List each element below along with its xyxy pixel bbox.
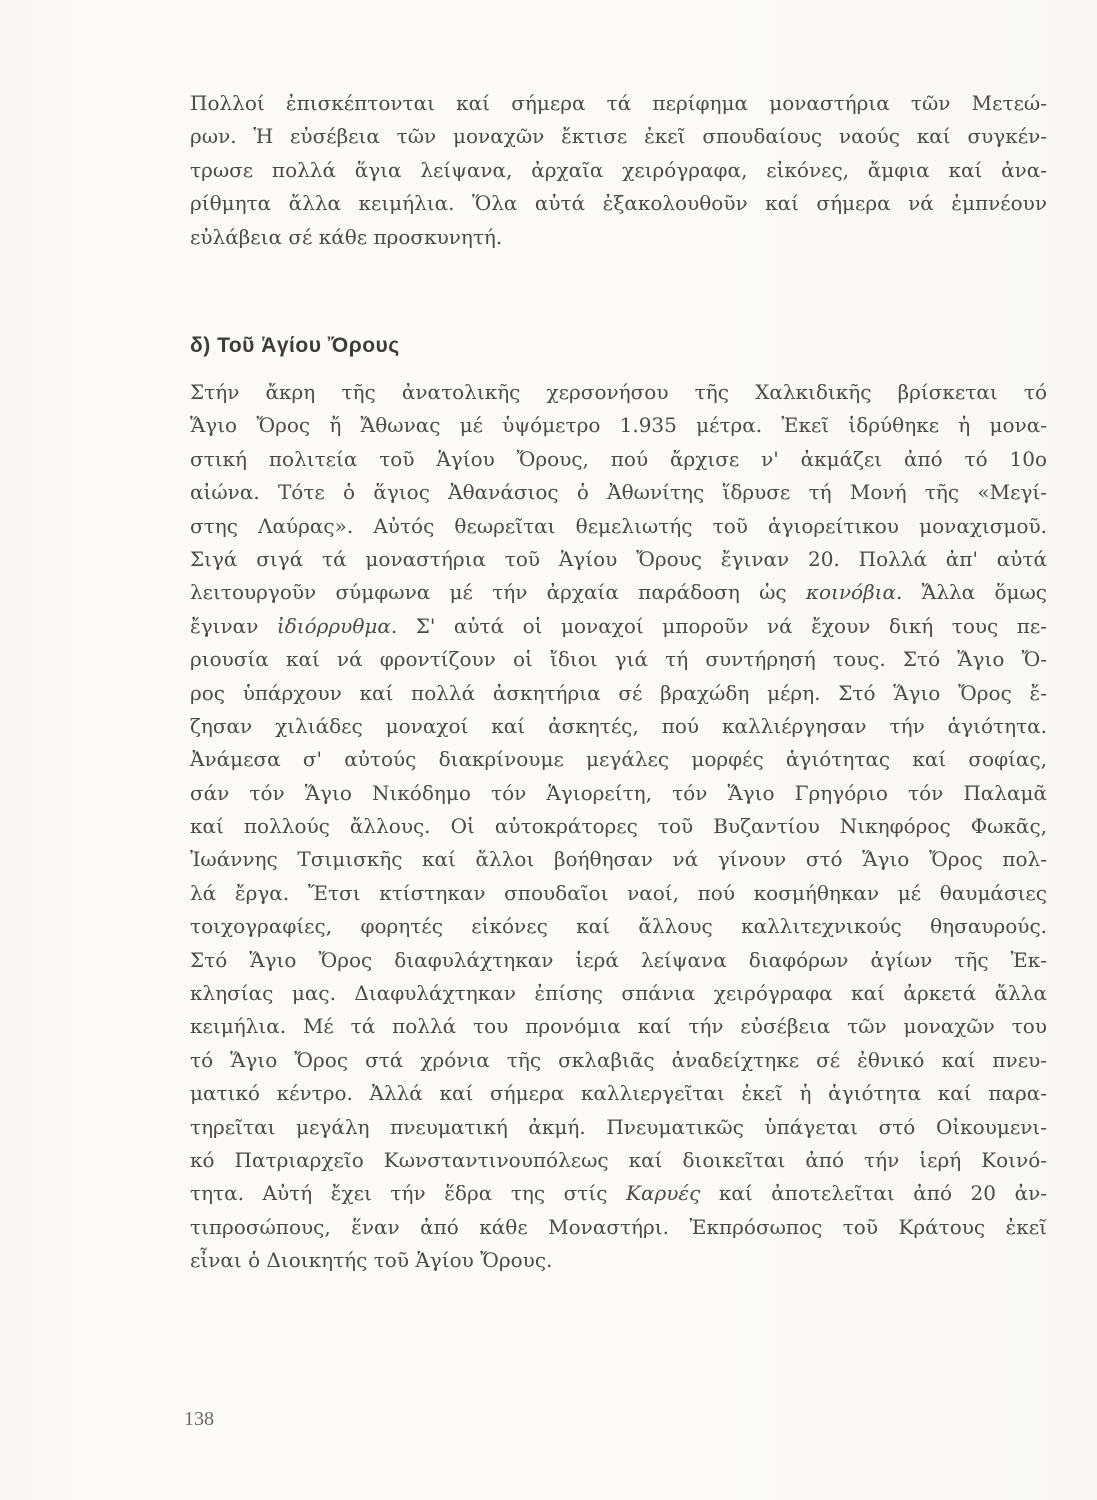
text-line-mixed (190, 576, 1047, 609)
text-segment: λειτουργοῦν σύμφωνα μέ τήν ἀρχαία παράδοση ὡς (190, 580, 787, 605)
text-line: Στό Ἅγιο Ὄρος διαφυλάχτηκαν ἱερά λείψανα διαφόρων ἁγίων τῆς Ἐκ- (190, 947, 1047, 972)
text-line: τιπροσώπους, ἕναν ἀπό κάθε Μοναστήρι. Ἐκπρόσωπος τοῦ Κράτους ἐκεῖ (190, 1214, 1047, 1239)
text-line: Ἀνάμεσα σ' αὐτούς διακρίνουμε μεγάλες μορφές ἁγιότητας καί σοφίας, (190, 747, 1047, 772)
text-line: ματικό κέντρο. Ἀλλά καί σήμερα καλλιεργεῖται ἐκεῖ ἡ ἁγιότητα καί παρα- (190, 1081, 1047, 1106)
text-line: τηρεῖται μεγάλη πνευματική ἀκμή. Πνευματικῶς ὑπάγεται στό Οἰκουμενι- (190, 1114, 1047, 1139)
text-line: ζησαν χιλιάδες μοναχοί καί ἀσκητές, πού καλλιέργησαν τήν ἁγιότητα. (190, 713, 1047, 738)
text-line: κό Πατριαρχεῖο Κωνσταντινουπόλεως καί διοικεῖται ἀπό τήν ἱερή Κοινό- (190, 1147, 1047, 1172)
text-segment: τητα. Αὐτή ἔχει τήν ἕδρα της στίς (190, 1181, 608, 1206)
text-line: Στήν ἄκρη τῆς ἀνατολικῆς χερσονήσου τῆς Χαλκιδικῆς βρίσκεται τό (190, 380, 1047, 404)
text-line: εὐλάβεια σέ κάθε προσκυνητή. (190, 224, 503, 249)
text-line: εἶναι ὁ Διοικητής τοῦ Ἁγίου Ὄρους. (190, 1248, 553, 1273)
text-line: κλησίας μας. Διαφυλάχτηκαν ἐπίσης σπάνια χειρόγραφα καί ἀρκετά ἄλλα (190, 981, 1047, 1006)
text-line: Σιγά σιγά τά μοναστήρια τοῦ Ἁγίου Ὄρους ἔγιναν 20. Πολλά ἀπ' αὐτά (190, 546, 1047, 571)
italic-term: ἰδιόρρυθμα (276, 613, 391, 638)
page-number: 138 (184, 1408, 214, 1430)
text-segment: καί ἀποτελεῖται ἀπό 20 ἀν- (700, 1181, 1048, 1206)
text-line: ρίθμητα ἄλλα κειμήλια. Ὅλα αὐτά ἐξακολουθοῦν καί σήμερα νά ἐμπνέουν (190, 191, 1047, 216)
text-line: ρων. Ἡ εὐσέβεια τῶν μοναχῶν ἔκτισε ἐκεῖ σπουδαίους ναούς καί συγκέν- (190, 124, 1047, 149)
text-line: σάν τόν Ἅγιο Νικόδημο τόν Ἁγιορείτη, τόν Ἅγιο Γρηγόριο τόν Παλαμᾶ (190, 780, 1047, 805)
text-line-mixed (190, 610, 1047, 643)
paragraph-mount-athos (190, 376, 1047, 1278)
text-line: καί πολλούς ἄλλους. Οἱ αὐτοκράτορες τοῦ Βυζαντίου Νικηφόρος Φωκᾶς, (190, 814, 1047, 839)
text-line: Πολλοί ἐπισκέπτονται καί σήμερα τά περίφημα μοναστήρια τῶν Μετεώ- (190, 91, 1047, 115)
text-line: τοιχογραφίες, φορητές εἰκόνες καί ἄλλους καλλιτεχνικούς θησαυρούς. (190, 914, 1047, 939)
text-line: Ἰωάννης Τσιμισκῆς καί ἄλλοι βοήθησαν νά γίνουν στό Ἅγιο Ὄρος πολ- (190, 847, 1047, 872)
italic-term: Καρυές (626, 1181, 701, 1206)
paragraph-meteora (190, 87, 1047, 254)
text-line: ρος ὑπάρχουν καί πολλά ἀσκητήρια σέ βραχώδη μέρη. Στό Ἅγιο Ὄρος ἔ- (190, 680, 1047, 705)
text-line: ριουσία καί νά φροντίζουν οἱ ἴδιοι γιά τή συντήρησή τους. Στό Ἅγιο Ὄ- (190, 647, 1047, 672)
text-line: τρωσε πολλά ἅγια λείψανα, ἀρχαῖα χειρόγραφα, εἰκόνες, ἄμφια καί ἀνα- (190, 157, 1047, 182)
text-segment: ἔγιναν (190, 613, 259, 638)
text-line: στική πολιτεία τοῦ Ἁγίου Ὄρους, πού ἄρχισε ν' ἀκμάζει ἀπό τό 10ο (190, 446, 1047, 471)
text-line: τό Ἅγιο Ὄρος στά χρόνια τῆς σκλαβιᾶς ἀναδείχτηκε σέ ἐθνικό καί πνευ- (190, 1047, 1047, 1072)
text-line: κειμήλια. Μέ τά πολλά του προνόμια καί τήν εὐσέβεια τῶν μοναχῶν του (190, 1014, 1047, 1039)
text-line: λά ἔργα. Ἔτσι κτίστηκαν σπουδαῖοι ναοί, πού κοσμήθηκαν μέ θαυμάσιες (190, 880, 1047, 905)
text-line: αἰώνα. Τότε ὁ ἅγιος Ἀθανάσιος ὁ Ἀθωνίτης ἵδρυσε τή Μονή τῆς «Μεγί- (190, 480, 1047, 505)
text-segment: . Σ' αὐτά οἱ μοναχοί μποροῦν νά ἔχουν δική τους πε- (390, 613, 1047, 638)
text-line-mixed (190, 1177, 1047, 1210)
text-line: Ἅγιο Ὄρος ἤ Ἄθωνας μέ ὑψόμετρο 1.935 μέτρα. Ἐκεῖ ἱδρύθηκε ἡ μονα- (190, 413, 1047, 438)
section-heading: δ) Τοῦ Ἁγίου Ὄρους (190, 334, 400, 357)
text-segment: . Ἄλλα ὅμως (896, 580, 1047, 605)
text-line: στης Λαύρας». Αὐτός θεωρεῖται θεμελιωτής τοῦ ἁγιορείτικου μοναχισμοῦ. (190, 513, 1047, 538)
italic-term: κοινόβια (805, 580, 896, 605)
